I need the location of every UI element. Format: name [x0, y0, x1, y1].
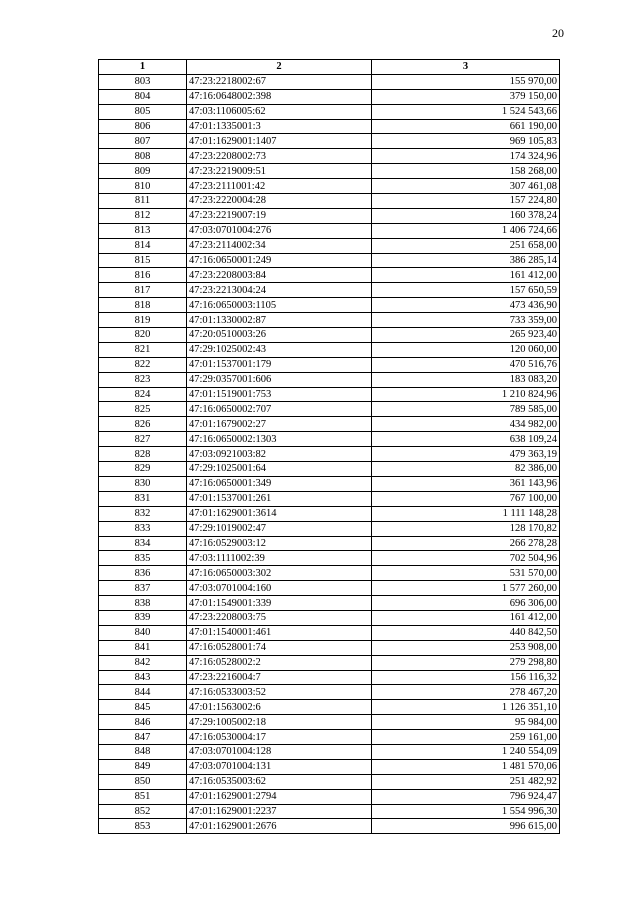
cadastral-number-cell: 47:01:1679002:27 [187, 417, 372, 432]
value-cell: 696 306,00 [372, 596, 560, 611]
table-row [99, 238, 560, 253]
table-header-row [99, 60, 560, 75]
value-cell: 702 504,96 [372, 551, 560, 566]
cadastral-number-cell: 47:23:2213004:24 [187, 283, 372, 298]
value-cell: 386 285,14 [372, 253, 560, 268]
value-cell: 265 923,40 [372, 328, 560, 343]
cadastral-number-cell: 47:29:1005002:18 [187, 715, 372, 730]
row-number-cell: 825 [99, 402, 187, 417]
cadastral-number-cell: 47:16:0648002:398 [187, 89, 372, 104]
table-row [99, 89, 560, 104]
cadastral-number-cell: 47:23:2218002:67 [187, 74, 372, 89]
table-row [99, 74, 560, 89]
table-row [99, 596, 560, 611]
table-row [99, 462, 560, 477]
cadastral-number-cell: 47:23:2208003:84 [187, 268, 372, 283]
cadastral-number-cell: 47:29:1025001:64 [187, 462, 372, 477]
value-cell: 183 083,20 [372, 372, 560, 387]
cadastral-number-cell: 47:01:1629001:2237 [187, 804, 372, 819]
table-row [99, 179, 560, 194]
table-row [99, 730, 560, 745]
data-table [98, 59, 560, 834]
table-row [99, 342, 560, 357]
value-cell: 266 278,28 [372, 536, 560, 551]
table-row [99, 417, 560, 432]
row-number-cell: 850 [99, 774, 187, 789]
cadastral-number-cell: 47:16:0650002:1303 [187, 432, 372, 447]
value-cell: 251 658,00 [372, 238, 560, 253]
table-row [99, 804, 560, 819]
cadastral-number-cell: 47:01:1629001:2794 [187, 789, 372, 804]
table-row [99, 402, 560, 417]
row-number-cell: 853 [99, 819, 187, 834]
table-row [99, 432, 560, 447]
row-number-cell: 845 [99, 700, 187, 715]
cadastral-number-cell: 47:23:2216004:7 [187, 670, 372, 685]
cadastral-number-cell: 47:16:0530004:17 [187, 730, 372, 745]
table-row [99, 610, 560, 625]
value-cell: 128 170,82 [372, 521, 560, 536]
cadastral-number-cell: 47:16:0528001:74 [187, 640, 372, 655]
cadastral-number-cell: 47:01:1629001:3614 [187, 506, 372, 521]
table-row [99, 268, 560, 283]
cadastral-number-cell: 47:01:1563002:6 [187, 700, 372, 715]
table-row [99, 566, 560, 581]
cadastral-number-cell: 47:23:2208002:73 [187, 149, 372, 164]
row-number-cell: 846 [99, 715, 187, 730]
row-number-cell: 838 [99, 596, 187, 611]
row-number-cell: 804 [99, 89, 187, 104]
value-cell: 1 111 148,28 [372, 506, 560, 521]
value-cell: 661 190,00 [372, 119, 560, 134]
row-number-cell: 812 [99, 208, 187, 223]
row-number-cell: 830 [99, 476, 187, 491]
table-row [99, 313, 560, 328]
value-cell: 155 970,00 [372, 74, 560, 89]
row-number-cell: 842 [99, 655, 187, 670]
row-number-cell: 814 [99, 238, 187, 253]
cadastral-number-cell: 47:16:0533003:52 [187, 685, 372, 700]
value-cell: 1 577 260,00 [372, 581, 560, 596]
row-number-cell: 827 [99, 432, 187, 447]
row-number-cell: 813 [99, 223, 187, 238]
value-cell: 1 481 570,06 [372, 759, 560, 774]
table-row [99, 283, 560, 298]
table-row [99, 164, 560, 179]
row-number-cell: 816 [99, 268, 187, 283]
value-cell: 1 554 996,30 [372, 804, 560, 819]
value-cell: 440 842,50 [372, 625, 560, 640]
cadastral-number-cell: 47:01:1537001:261 [187, 491, 372, 506]
cadastral-number-cell: 47:01:1549001:339 [187, 596, 372, 611]
row-number-cell: 834 [99, 536, 187, 551]
row-number-cell: 833 [99, 521, 187, 536]
cadastral-number-cell: 47:23:2220004:28 [187, 194, 372, 209]
value-cell: 307 461,08 [372, 179, 560, 194]
table-row [99, 640, 560, 655]
cadastral-number-cell: 47:16:0650003:1105 [187, 298, 372, 313]
row-number-cell: 844 [99, 685, 187, 700]
value-cell: 161 412,00 [372, 610, 560, 625]
cadastral-number-cell: 47:01:1537001:179 [187, 357, 372, 372]
value-cell: 157 650,59 [372, 283, 560, 298]
table-row [99, 819, 560, 834]
value-cell: 279 298,80 [372, 655, 560, 670]
row-number-cell: 851 [99, 789, 187, 804]
value-cell: 379 150,00 [372, 89, 560, 104]
value-cell: 174 324,96 [372, 149, 560, 164]
value-cell: 82 386,00 [372, 462, 560, 477]
table-row [99, 447, 560, 462]
cadastral-number-cell: 47:16:0650003:302 [187, 566, 372, 581]
row-number-cell: 849 [99, 759, 187, 774]
row-number-cell: 847 [99, 730, 187, 745]
cadastral-number-cell: 47:03:1111002:39 [187, 551, 372, 566]
cadastral-number-cell: 47:03:0701004:276 [187, 223, 372, 238]
row-number-cell: 836 [99, 566, 187, 581]
row-number-cell: 843 [99, 670, 187, 685]
table-row [99, 491, 560, 506]
cadastral-number-cell: 47:16:0650002:707 [187, 402, 372, 417]
value-cell: 95 984,00 [372, 715, 560, 730]
header-cell-2: 2 [187, 60, 372, 75]
row-number-cell: 831 [99, 491, 187, 506]
cadastral-number-cell: 47:29:1025002:43 [187, 342, 372, 357]
table-row [99, 551, 560, 566]
table-row [99, 685, 560, 700]
table-row [99, 700, 560, 715]
value-cell: 1 524 543,66 [372, 104, 560, 119]
cadastral-number-cell: 47:01:1629001:2676 [187, 819, 372, 834]
value-cell: 158 268,00 [372, 164, 560, 179]
row-number-cell: 832 [99, 506, 187, 521]
table-row [99, 387, 560, 402]
value-cell: 259 161,00 [372, 730, 560, 745]
row-number-cell: 826 [99, 417, 187, 432]
value-cell: 251 482,92 [372, 774, 560, 789]
row-number-cell: 835 [99, 551, 187, 566]
row-number-cell: 810 [99, 179, 187, 194]
table-row [99, 670, 560, 685]
row-number-cell: 811 [99, 194, 187, 209]
table-row [99, 119, 560, 134]
table-row [99, 134, 560, 149]
cadastral-number-cell: 47:16:0650001:249 [187, 253, 372, 268]
table-row [99, 521, 560, 536]
value-cell: 479 363,19 [372, 447, 560, 462]
value-cell: 434 982,00 [372, 417, 560, 432]
row-number-cell: 806 [99, 119, 187, 134]
value-cell: 1 126 351,10 [372, 700, 560, 715]
cadastral-number-cell: 47:23:2208003:75 [187, 610, 372, 625]
table-row [99, 357, 560, 372]
cadastral-number-cell: 47:29:1019002:47 [187, 521, 372, 536]
row-number-cell: 809 [99, 164, 187, 179]
table-row [99, 298, 560, 313]
value-cell: 361 143,96 [372, 476, 560, 491]
cadastral-number-cell: 47:01:1330002:87 [187, 313, 372, 328]
value-cell: 161 412,00 [372, 268, 560, 283]
table-body [99, 74, 560, 833]
row-number-cell: 819 [99, 313, 187, 328]
value-cell: 160 378,24 [372, 208, 560, 223]
value-cell: 796 924,47 [372, 789, 560, 804]
table-row [99, 744, 560, 759]
row-number-cell: 852 [99, 804, 187, 819]
table-row [99, 253, 560, 268]
row-number-cell: 841 [99, 640, 187, 655]
cadastral-number-cell: 47:03:0701004:160 [187, 581, 372, 596]
value-cell: 1 240 554,09 [372, 744, 560, 759]
row-number-cell: 818 [99, 298, 187, 313]
cadastral-number-cell: 47:03:0701004:131 [187, 759, 372, 774]
table-row [99, 506, 560, 521]
header-cell-1: 1 [99, 60, 187, 75]
value-cell: 278 467,20 [372, 685, 560, 700]
cadastral-number-cell: 47:23:2219007:19 [187, 208, 372, 223]
page-number: 20 [552, 26, 564, 40]
table-row [99, 104, 560, 119]
cadastral-number-cell: 47:29:0357001:606 [187, 372, 372, 387]
cadastral-number-cell: 47:03:1106005:62 [187, 104, 372, 119]
cadastral-number-cell: 47:23:2111001:42 [187, 179, 372, 194]
value-cell: 767 100,00 [372, 491, 560, 506]
row-number-cell: 822 [99, 357, 187, 372]
table-row [99, 149, 560, 164]
table-row [99, 774, 560, 789]
cadastral-number-cell: 47:03:0921003:82 [187, 447, 372, 462]
cadastral-number-cell: 47:20:0510003:26 [187, 328, 372, 343]
table-row [99, 581, 560, 596]
row-number-cell: 829 [99, 462, 187, 477]
row-number-cell: 805 [99, 104, 187, 119]
row-number-cell: 848 [99, 744, 187, 759]
row-number-cell: 839 [99, 610, 187, 625]
value-cell: 156 116,32 [372, 670, 560, 685]
value-cell: 1 210 824,96 [372, 387, 560, 402]
table-row [99, 476, 560, 491]
cadastral-number-cell: 47:01:1519001:753 [187, 387, 372, 402]
value-cell: 531 570,00 [372, 566, 560, 581]
cadastral-number-cell: 47:16:0528002:2 [187, 655, 372, 670]
table-row [99, 536, 560, 551]
cadastral-number-cell: 47:16:0535003:62 [187, 774, 372, 789]
table-row [99, 208, 560, 223]
row-number-cell: 808 [99, 149, 187, 164]
row-number-cell: 803 [99, 74, 187, 89]
value-cell: 996 615,00 [372, 819, 560, 834]
value-cell: 120 060,00 [372, 342, 560, 357]
cadastral-number-cell: 47:16:0529003:12 [187, 536, 372, 551]
value-cell: 638 109,24 [372, 432, 560, 447]
value-cell: 789 585,00 [372, 402, 560, 417]
cadastral-number-cell: 47:01:1540001:461 [187, 625, 372, 640]
row-number-cell: 807 [99, 134, 187, 149]
table-row [99, 194, 560, 209]
row-number-cell: 817 [99, 283, 187, 298]
table-row [99, 328, 560, 343]
cadastral-number-cell: 47:16:0650001:349 [187, 476, 372, 491]
table-row [99, 372, 560, 387]
value-cell: 1 406 724,66 [372, 223, 560, 238]
row-number-cell: 821 [99, 342, 187, 357]
value-cell: 969 105,83 [372, 134, 560, 149]
row-number-cell: 823 [99, 372, 187, 387]
value-cell: 473 436,90 [372, 298, 560, 313]
row-number-cell: 824 [99, 387, 187, 402]
row-number-cell: 820 [99, 328, 187, 343]
cadastral-number-cell: 47:23:2114002:34 [187, 238, 372, 253]
cadastral-number-cell: 47:23:2219009:51 [187, 164, 372, 179]
value-cell: 470 516,76 [372, 357, 560, 372]
row-number-cell: 828 [99, 447, 187, 462]
header-cell-3: 3 [372, 60, 560, 75]
table-row [99, 625, 560, 640]
cadastral-number-cell: 47:03:0701004:128 [187, 744, 372, 759]
value-cell: 253 908,00 [372, 640, 560, 655]
value-cell: 157 224,80 [372, 194, 560, 209]
value-cell: 733 359,00 [372, 313, 560, 328]
table-row [99, 715, 560, 730]
cadastral-number-cell: 47:01:1629001:1407 [187, 134, 372, 149]
cadastral-number-cell: 47:01:1335001:3 [187, 119, 372, 134]
table-row [99, 223, 560, 238]
row-number-cell: 840 [99, 625, 187, 640]
table-row [99, 655, 560, 670]
row-number-cell: 837 [99, 581, 187, 596]
table-row [99, 789, 560, 804]
row-number-cell: 815 [99, 253, 187, 268]
table-row [99, 759, 560, 774]
